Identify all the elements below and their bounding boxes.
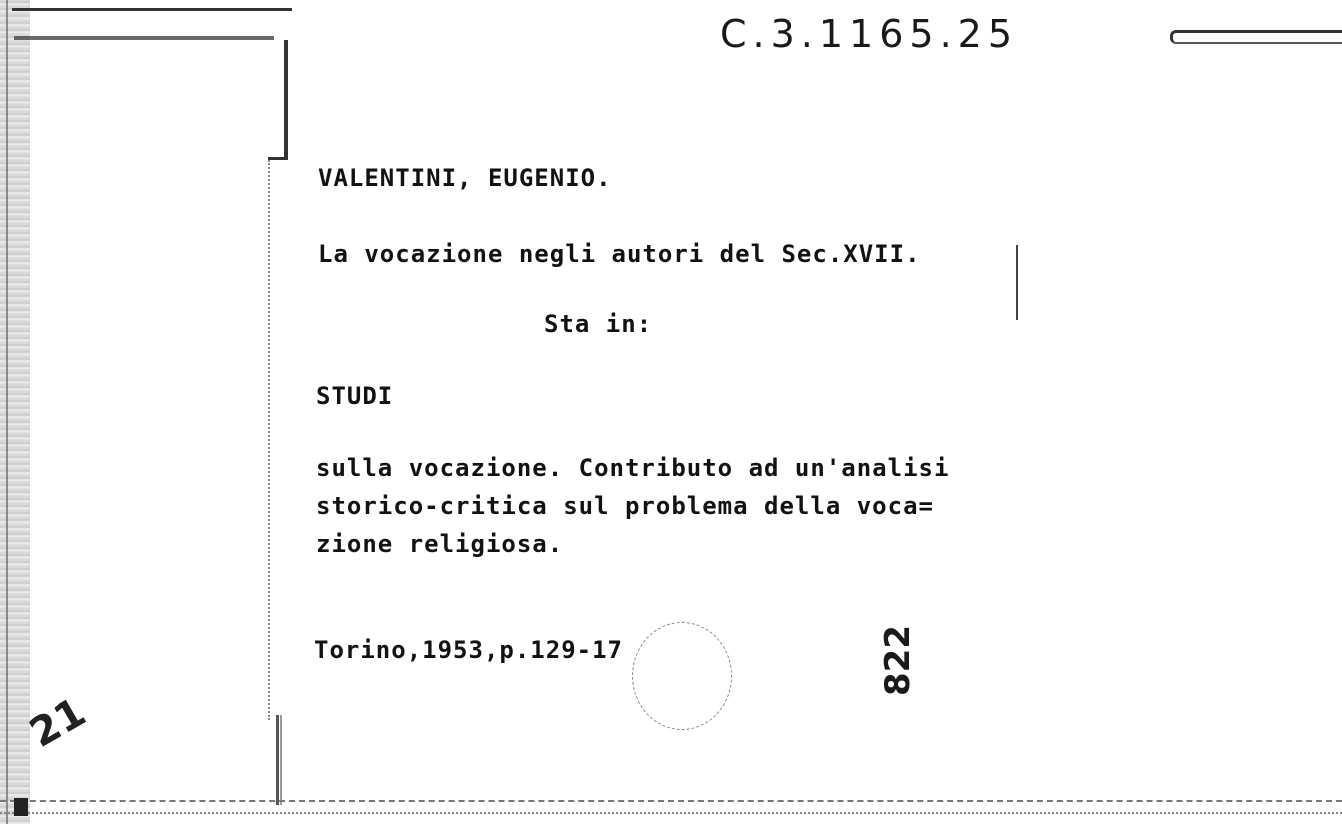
description-line: zione religiosa. (316, 530, 564, 558)
call-number: C.3.1165.25 (720, 12, 1019, 56)
scan-edge-line (6, 0, 8, 824)
margin-bracket (268, 40, 288, 160)
publication-info: Torino,1953,p.129-17 (314, 636, 623, 664)
description-line: sulla vocazione. Contributo ad un'analisi (316, 454, 950, 482)
work-title: La vocazione negli autori del Sec.XVII. (318, 240, 921, 268)
corner-mark (14, 798, 28, 816)
margin-mark-right (1016, 245, 1018, 320)
series-title: STUDI (316, 382, 394, 410)
stamp-circle (632, 622, 732, 730)
scan-edge (0, 0, 30, 824)
description-line: storico-critica sul problema della voca= (316, 492, 934, 520)
hand-mark: 21 (22, 689, 94, 757)
card-tab-edge (1170, 30, 1342, 44)
margin-lower-line (276, 715, 282, 805)
top-rule-secondary (14, 36, 274, 40)
author-heading: VALENTINI, EUGENIO. (318, 164, 612, 192)
bottom-rule (0, 800, 1342, 814)
margin-dotted-line (268, 160, 270, 720)
stamp-number: 822 (878, 625, 918, 696)
in-label: Sta in: (544, 310, 653, 338)
top-rule (12, 8, 292, 11)
